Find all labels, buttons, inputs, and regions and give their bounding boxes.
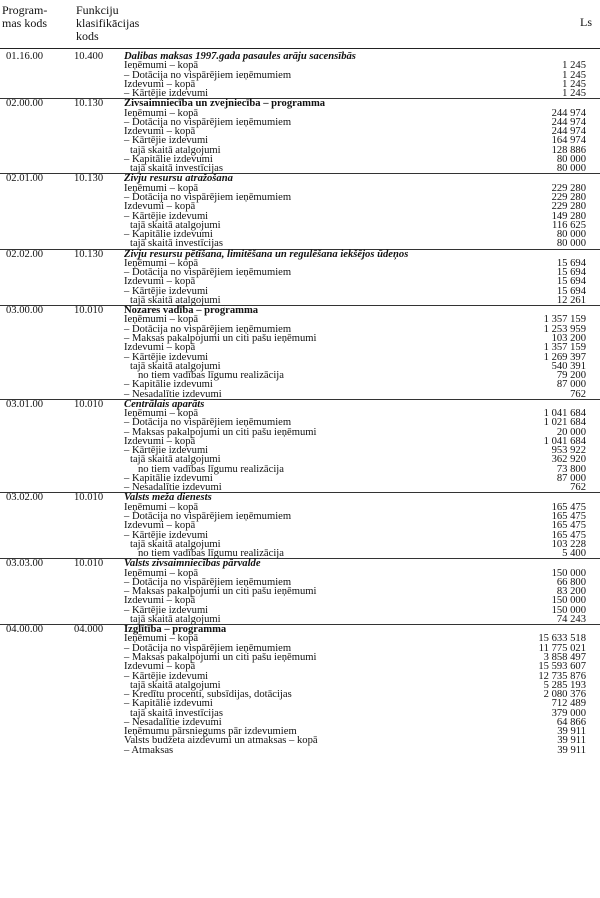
row-label: Zivju resursu atražošana bbox=[124, 173, 233, 185]
table-row bbox=[0, 343, 600, 352]
row-label: Ieņēmumi – kopā bbox=[124, 314, 199, 326]
program-code: 03.03.00 bbox=[6, 558, 44, 570]
table-row bbox=[0, 109, 600, 118]
row-amount: 66 800 bbox=[556, 576, 586, 588]
header-function-code: Funkciju klasifikācijas kods bbox=[76, 3, 140, 43]
row-amount: 1 253 959 bbox=[543, 323, 586, 335]
program-code: 02.02.00 bbox=[6, 248, 44, 260]
table-row bbox=[0, 503, 600, 512]
row-label: Valsts budžeta aizdevumi un atmaksas – kopā bbox=[124, 735, 318, 747]
section-heading-row bbox=[0, 624, 600, 634]
table-row bbox=[0, 239, 600, 248]
row-label: Ieņēmumi – kopā bbox=[124, 60, 199, 72]
table-row bbox=[0, 380, 600, 389]
row-amount: 15 593 607 bbox=[538, 661, 586, 673]
table-row bbox=[0, 315, 600, 324]
table-row bbox=[0, 184, 600, 193]
row-amount: 244 974 bbox=[551, 126, 586, 138]
section-heading-row bbox=[0, 98, 600, 108]
row-amount: 1 357 159 bbox=[543, 314, 586, 326]
budget-table-body bbox=[0, 52, 600, 755]
function-code: 10.130 bbox=[74, 248, 104, 260]
row-label: – Kārtējie izdevumi bbox=[124, 210, 209, 222]
table-row bbox=[0, 662, 600, 671]
row-amount: 116 625 bbox=[551, 219, 586, 231]
row-label: tajā skaitā atalgojumi bbox=[130, 679, 221, 691]
row-amount: 244 974 bbox=[551, 107, 586, 119]
function-code: 10.130 bbox=[74, 173, 104, 185]
table-row bbox=[0, 202, 600, 211]
table-row bbox=[0, 540, 600, 549]
row-amount: 1 041 684 bbox=[543, 408, 586, 420]
row-amount: 15 694 bbox=[556, 276, 586, 288]
row-label: – Kapitālie izdevumi bbox=[124, 698, 213, 710]
row-amount: 1 041 684 bbox=[543, 435, 586, 447]
section-heading-row bbox=[0, 492, 600, 502]
section-heading-row bbox=[0, 558, 600, 568]
row-label: – Kapitālie izdevumi bbox=[124, 472, 213, 484]
row-amount: 128 886 bbox=[551, 144, 586, 156]
table-row bbox=[0, 334, 600, 343]
row-label: tajā skaitā atalgojumi bbox=[130, 144, 221, 156]
row-label: Izdevumi – kopā bbox=[124, 595, 196, 607]
row-amount: 39 911 bbox=[557, 744, 586, 756]
table-row bbox=[0, 71, 600, 80]
row-label: Ieņēmumi – kopā bbox=[124, 257, 199, 269]
table-row bbox=[0, 512, 600, 521]
row-amount: 762 bbox=[570, 388, 586, 400]
row-amount: 80 000 bbox=[556, 153, 586, 165]
row-amount: 379 000 bbox=[551, 707, 586, 719]
row-amount: 103 200 bbox=[551, 332, 586, 344]
function-code: 04.000 bbox=[74, 624, 104, 636]
row-label: Izdevumi – kopā bbox=[124, 276, 196, 288]
row-label: – Dotācija no vispārējiem ieņēmumiem bbox=[124, 116, 292, 128]
table-row bbox=[0, 672, 600, 681]
row-amount: 164 974 bbox=[551, 135, 586, 147]
row-label: – Nesadalītie izdevumi bbox=[124, 388, 222, 400]
table-row bbox=[0, 268, 600, 277]
row-amount: 80 000 bbox=[556, 163, 586, 175]
row-amount: 229 280 bbox=[551, 201, 586, 213]
row-amount: 87 000 bbox=[556, 379, 586, 391]
row-amount: 80 000 bbox=[556, 229, 586, 241]
row-label: – Dotācija no vispārējiem ieņēmumiem bbox=[124, 642, 292, 654]
row-amount: 1 269 397 bbox=[543, 351, 586, 363]
row-label: no tiem vadības līgumu realizācija bbox=[138, 463, 284, 475]
row-amount: 165 475 bbox=[551, 511, 586, 523]
row-label: – Kārtējie izdevumi bbox=[124, 88, 209, 100]
table-row bbox=[0, 596, 600, 605]
table-row bbox=[0, 690, 600, 699]
row-amount: 362 920 bbox=[551, 454, 586, 466]
table-row bbox=[0, 474, 600, 483]
table-row bbox=[0, 118, 600, 127]
row-label: – Kredītu procenti, subsīdijas, dotācijas bbox=[124, 689, 292, 701]
row-label: Centrālais aparāts bbox=[124, 398, 205, 410]
table-header bbox=[0, 4, 600, 49]
row-amount: 540 391 bbox=[551, 360, 586, 372]
row-label: no tiem vadības līgumu realizācija bbox=[138, 548, 284, 560]
row-amount: 87 000 bbox=[556, 472, 586, 484]
table-row bbox=[0, 446, 600, 455]
row-label: Zivju resursu pētīšana, limitēšana un regulēšana iekšējos ūdeņos bbox=[124, 248, 409, 260]
row-amount: 150 000 bbox=[551, 604, 586, 616]
row-label: – Kapitālie izdevumi bbox=[124, 229, 213, 241]
row-label: tajā skaitā investīcijas bbox=[130, 238, 223, 250]
table-row bbox=[0, 409, 600, 418]
row-label: – Maksas pakalpojumi un citi pašu ieņēmumi bbox=[124, 426, 317, 438]
table-row bbox=[0, 428, 600, 437]
row-label: Izglītība – programma bbox=[124, 624, 227, 636]
table-row bbox=[0, 61, 600, 70]
row-label: tajā skaitā investīcijas bbox=[130, 163, 223, 175]
table-row bbox=[0, 465, 600, 474]
table-row bbox=[0, 390, 600, 399]
function-code: 10.010 bbox=[74, 398, 104, 410]
section-heading-row bbox=[0, 249, 600, 259]
table-row bbox=[0, 353, 600, 362]
function-code: 10.010 bbox=[74, 305, 104, 317]
function-code: 10.130 bbox=[74, 98, 104, 110]
table-row bbox=[0, 89, 600, 98]
table-row bbox=[0, 193, 600, 202]
row-amount: 15 694 bbox=[556, 257, 586, 269]
table-row bbox=[0, 634, 600, 643]
table-row bbox=[0, 681, 600, 690]
program-code: 02.01.00 bbox=[6, 173, 44, 185]
row-label: tajā skaitā investīcijas bbox=[130, 707, 223, 719]
row-amount: 83 200 bbox=[556, 586, 586, 598]
row-label: – Kārtējie izdevumi bbox=[124, 670, 209, 682]
table-row bbox=[0, 606, 600, 615]
table-row bbox=[0, 736, 600, 745]
row-label: Izdevumi – kopā bbox=[124, 342, 196, 354]
row-label: – Kapitālie izdevumi bbox=[124, 379, 213, 391]
row-label: Dalibas maksas 1997.gada pasaules arāju sacensībās bbox=[124, 51, 356, 62]
row-label: – Nesadalītie izdevumi bbox=[124, 716, 222, 728]
row-label: Valsts meža dienests bbox=[124, 492, 212, 504]
row-amount: 1 357 159 bbox=[543, 342, 586, 354]
row-amount: 20 000 bbox=[556, 426, 586, 438]
row-label: tajā skaitā atalgojumi bbox=[130, 360, 221, 372]
row-amount: 1 245 bbox=[562, 69, 586, 81]
table-row bbox=[0, 146, 600, 155]
row-amount: 12 261 bbox=[556, 294, 586, 306]
table-row bbox=[0, 296, 600, 305]
row-label: – Atmaksas bbox=[124, 744, 174, 756]
row-amount: 15 694 bbox=[556, 285, 586, 297]
row-label: Izdevumi – kopā bbox=[124, 126, 196, 138]
table-row bbox=[0, 699, 600, 708]
row-label: Ieņēmumi – kopā bbox=[124, 182, 199, 194]
row-amount: 2 080 376 bbox=[543, 689, 586, 701]
row-amount: 39 911 bbox=[557, 735, 586, 747]
table-row bbox=[0, 277, 600, 286]
row-amount: 11 775 021 bbox=[538, 642, 586, 654]
table-row bbox=[0, 164, 600, 173]
program-code: 03.02.00 bbox=[6, 492, 44, 504]
header-program-code: Program- mas kods bbox=[2, 3, 48, 30]
row-amount: 165 475 bbox=[551, 529, 586, 541]
table-row bbox=[0, 155, 600, 164]
row-label: – Maksas pakalpojumi un citi pašu ieņēmumi bbox=[124, 586, 317, 598]
section-heading-row bbox=[0, 52, 600, 61]
table-row bbox=[0, 287, 600, 296]
row-amount: 1 245 bbox=[562, 78, 586, 90]
row-amount: 229 280 bbox=[551, 182, 586, 194]
section-heading-row bbox=[0, 173, 600, 183]
table-row bbox=[0, 483, 600, 492]
row-label: – Dotācija no vispārējiem ieņēmumiem bbox=[124, 267, 292, 279]
table-row bbox=[0, 221, 600, 230]
row-label: – Kārtējie izdevumi bbox=[124, 351, 209, 363]
row-label: Izdevumi – kopā bbox=[124, 435, 196, 447]
table-row bbox=[0, 437, 600, 446]
row-amount: 150 000 bbox=[551, 595, 586, 607]
row-amount: 15 694 bbox=[556, 267, 586, 279]
row-label: – Dotācija no vispārējiem ieņēmumiem bbox=[124, 69, 292, 81]
row-amount: 953 922 bbox=[551, 445, 586, 457]
row-label: – Maksas pakalpojumi un citi pašu ieņēmumi bbox=[124, 332, 317, 344]
section-heading-row bbox=[0, 305, 600, 315]
row-amount: 229 280 bbox=[551, 191, 586, 203]
row-label: Ieņēmumi – kopā bbox=[124, 633, 199, 645]
table-row bbox=[0, 709, 600, 718]
row-amount: 244 974 bbox=[551, 116, 586, 128]
row-amount: 39 911 bbox=[557, 726, 586, 738]
row-label: Izdevumi – kopā bbox=[124, 78, 196, 90]
row-amount: 80 000 bbox=[556, 238, 586, 250]
row-label: – Kārtējie izdevumi bbox=[124, 285, 209, 297]
row-amount: 1 245 bbox=[562, 88, 586, 100]
row-label: tajā skaitā atalgojumi bbox=[130, 219, 221, 231]
row-label: Zivsaimniecība un zvejniecība – programma bbox=[124, 98, 326, 110]
table-row bbox=[0, 521, 600, 530]
row-label: Nozares vadība – programma bbox=[124, 305, 259, 317]
table-row bbox=[0, 212, 600, 221]
program-code: 02.00.00 bbox=[6, 98, 44, 110]
table-row bbox=[0, 136, 600, 145]
row-amount: 3 858 497 bbox=[543, 652, 586, 663]
row-amount: 5 285 193 bbox=[543, 679, 586, 691]
row-label: – Dotācija no vispārējiem ieņēmumiem bbox=[124, 323, 292, 335]
row-label: – Kārtējie izdevumi bbox=[124, 604, 209, 616]
table-row bbox=[0, 371, 600, 380]
function-code: 10.010 bbox=[74, 492, 104, 504]
program-code: 04.00.00 bbox=[6, 624, 44, 636]
table-row bbox=[0, 80, 600, 89]
row-amount: 712 489 bbox=[551, 698, 586, 710]
row-label: – Dotācija no vispārējiem ieņēmumiem bbox=[124, 576, 292, 588]
table-row bbox=[0, 230, 600, 239]
table-row bbox=[0, 718, 600, 727]
row-label: – Kārtējie izdevumi bbox=[124, 135, 209, 147]
row-label: no tiem vadības līgumu realizācija bbox=[138, 370, 284, 382]
row-label: – Kārtējie izdevumi bbox=[124, 445, 209, 457]
row-label: Izdevumi – kopā bbox=[124, 201, 196, 213]
row-label: tajā skaitā atalgojumi bbox=[130, 538, 221, 550]
program-code: 01.16.00 bbox=[6, 51, 44, 62]
table-row bbox=[0, 746, 600, 755]
program-code: 03.00.00 bbox=[6, 305, 44, 317]
row-amount: 5 400 bbox=[562, 548, 586, 560]
function-code: 10.010 bbox=[74, 558, 104, 570]
row-amount: 73 800 bbox=[556, 463, 586, 475]
table-row bbox=[0, 259, 600, 268]
function-code: 10.400 bbox=[74, 51, 104, 62]
table-row bbox=[0, 362, 600, 371]
row-label: Ieņēmumu pārsniegums pār izdevumiem bbox=[124, 726, 297, 738]
table-row bbox=[0, 531, 600, 540]
row-amount: 1 245 bbox=[562, 60, 586, 72]
table-row bbox=[0, 653, 600, 662]
row-amount: 103 228 bbox=[551, 538, 586, 550]
header-currency: Ls bbox=[580, 15, 592, 29]
row-label: tajā skaitā atalgojumi bbox=[130, 294, 221, 306]
row-label: – Kapitālie izdevumi bbox=[124, 153, 213, 165]
table-row bbox=[0, 455, 600, 464]
row-amount: 79 200 bbox=[556, 370, 586, 382]
table-row bbox=[0, 549, 600, 558]
row-label: – Nesadalītie izdevumi bbox=[124, 482, 222, 494]
row-label: Izdevumi – kopā bbox=[124, 520, 196, 532]
section-heading-row bbox=[0, 399, 600, 409]
row-label: – Dotācija no vispārējiem ieņēmumiem bbox=[124, 511, 292, 523]
row-amount: 762 bbox=[570, 482, 586, 494]
row-label: Izdevumi – kopā bbox=[124, 661, 196, 673]
row-amount: 64 866 bbox=[556, 716, 586, 728]
row-amount: 165 475 bbox=[551, 501, 586, 513]
row-label: – Maksas pakalpojumi un citi pašu ieņēmumi bbox=[124, 652, 317, 663]
program-code: 03.01.00 bbox=[6, 398, 44, 410]
row-label: Ieņēmumi – kopā bbox=[124, 501, 199, 513]
row-amount: 74 243 bbox=[556, 613, 586, 625]
row-amount: 12 735 876 bbox=[538, 670, 586, 682]
row-label: – Kārtējie izdevumi bbox=[124, 529, 209, 541]
row-label: tajā skaitā atalgojumi bbox=[130, 454, 221, 466]
row-label: Ieņēmumi – kopā bbox=[124, 107, 199, 119]
row-label: Valsts zivsaimniecības pārvalde bbox=[124, 558, 261, 570]
row-amount: 1 021 684 bbox=[543, 417, 586, 429]
table-row bbox=[0, 587, 600, 596]
table-row bbox=[0, 615, 600, 624]
row-amount: 150 000 bbox=[551, 567, 586, 579]
row-label: tajā skaitā atalgojumi bbox=[130, 613, 221, 625]
row-label: – Dotācija no vispārējiem ieņēmumiem bbox=[124, 191, 292, 203]
row-amount: 165 475 bbox=[551, 520, 586, 532]
row-label: Ieņēmumi – kopā bbox=[124, 567, 199, 579]
row-amount: 149 280 bbox=[551, 210, 586, 222]
table-row bbox=[0, 569, 600, 578]
row-label: Ieņēmumi – kopā bbox=[124, 408, 199, 420]
row-amount: 15 633 518 bbox=[538, 633, 586, 645]
table-row bbox=[0, 127, 600, 136]
row-label: – Dotācija no vispārējiem ieņēmumiem bbox=[124, 417, 292, 429]
